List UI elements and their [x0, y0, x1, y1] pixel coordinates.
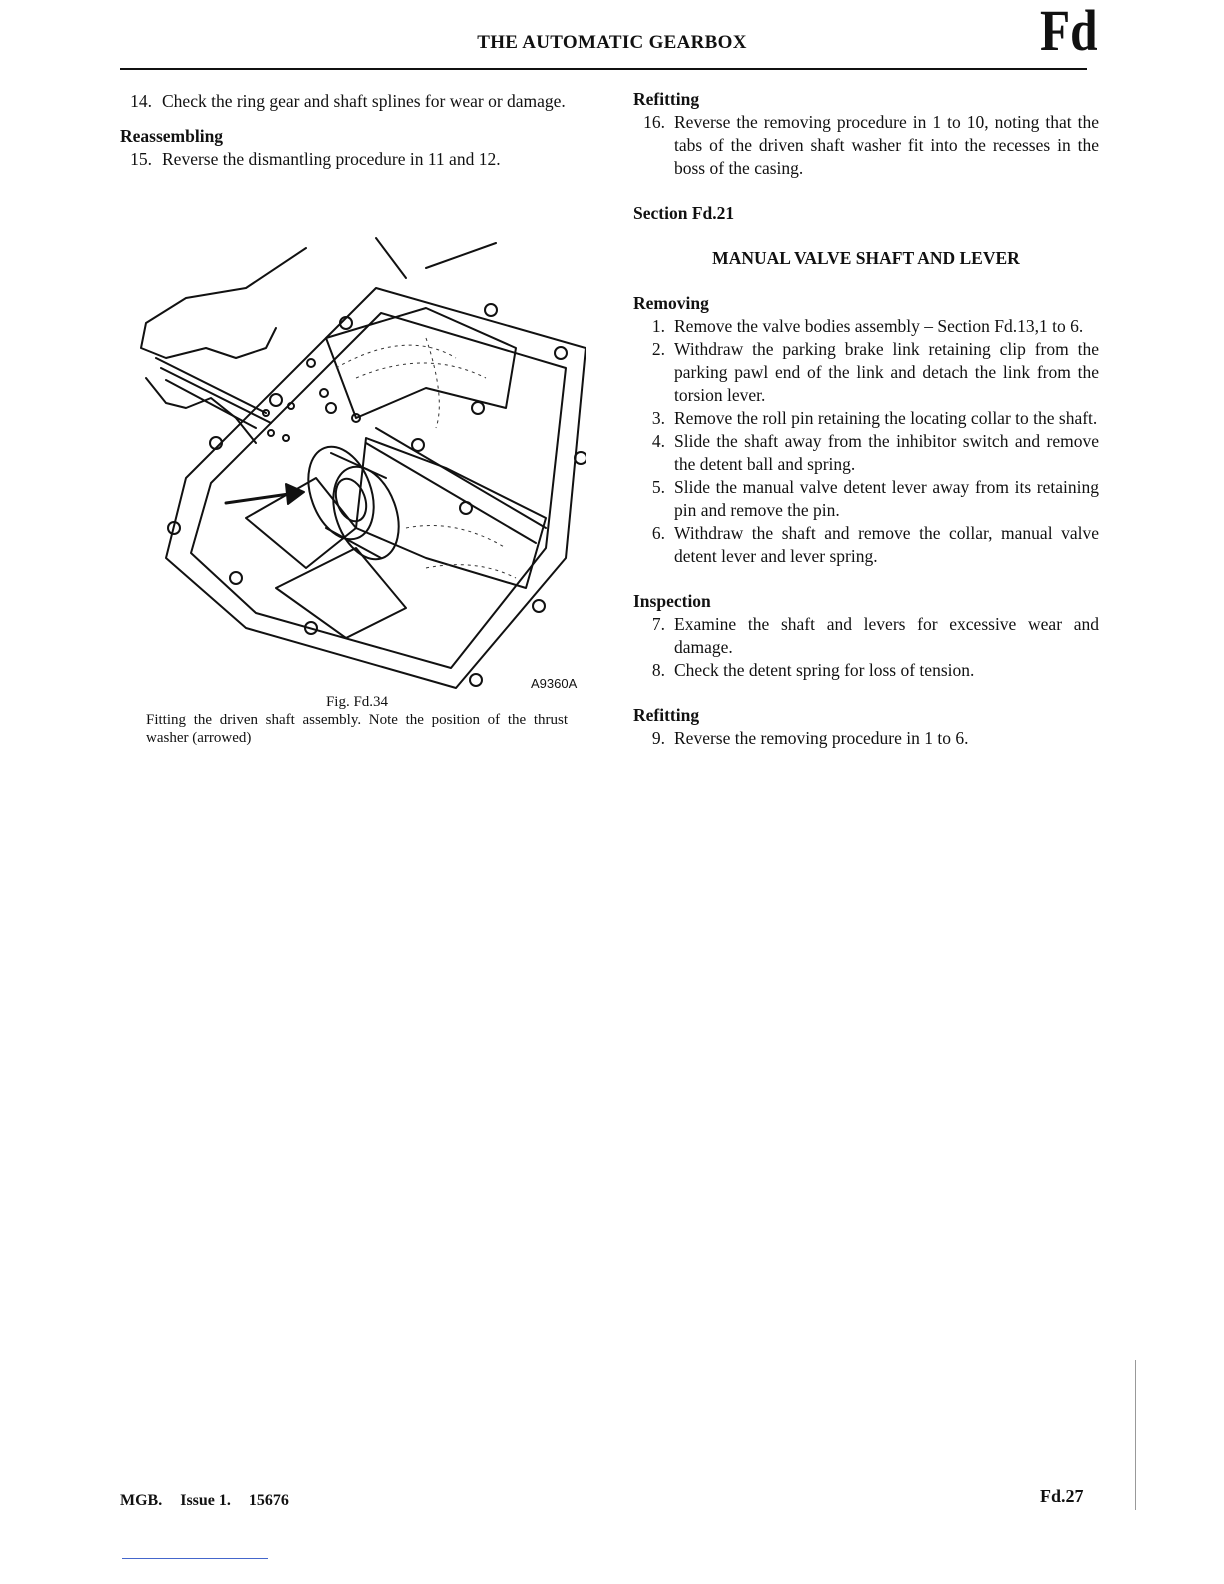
- item-number: 14.: [130, 91, 152, 111]
- list-item: [633, 522, 1099, 568]
- figure-label: Fig. Fd.34: [325, 694, 389, 710]
- item-number: 9.: [651, 728, 665, 748]
- item-number: 8.: [651, 660, 665, 680]
- section-code: Fd: [1040, 0, 1098, 63]
- gearbox-illustration: [126, 228, 586, 693]
- item-number: 16.: [643, 112, 665, 132]
- item-text: Check the detent spring for loss of tension.: [674, 660, 975, 680]
- item-number: 1.: [651, 316, 665, 336]
- page-number: Fd.27: [1040, 1486, 1084, 1506]
- item-text: Withdraw the shaft and remove the collar, manual valve detent lever and lever spring.: [674, 523, 1099, 566]
- left-column: [120, 90, 588, 171]
- item-number: 3.: [651, 408, 665, 428]
- margin-mark: [1135, 1360, 1136, 1510]
- item-number: 7.: [651, 614, 665, 634]
- footer-number: 15676: [248, 1492, 289, 1509]
- right-column: [633, 88, 1099, 750]
- list-item: [633, 476, 1099, 522]
- list-item: [120, 90, 588, 113]
- gearbox-line-drawing: [126, 228, 586, 693]
- footer-issue: Issue 1.: [180, 1492, 231, 1509]
- item-number: 15.: [130, 149, 152, 169]
- item-text: Slide the shaft away from the inhibitor switch and remove the detent ball and spring.: [674, 431, 1099, 474]
- item-text: Examine the shaft and levers for excessive wear and damage.: [674, 614, 1099, 657]
- list-item: [633, 430, 1099, 476]
- page-title: THE AUTOMATIC GEARBOX: [477, 32, 747, 53]
- list-item: [633, 315, 1099, 338]
- footer-model: MGB.: [120, 1492, 163, 1509]
- item-text: Withdraw the parking brake link retaining clip from the parking pawl end of the link and detach the link from the torsion lever.: [674, 339, 1099, 405]
- item-number: 2.: [651, 339, 665, 359]
- reassembling-heading: Reassembling: [120, 126, 224, 146]
- list-item: [120, 148, 588, 171]
- item-text: Remove the roll pin retaining the locating collar to the shaft.: [674, 408, 1098, 428]
- list-item: [633, 659, 1099, 682]
- inspection-heading: Inspection: [633, 591, 711, 611]
- refitting-heading-2: Refitting: [633, 705, 700, 725]
- section-label: Section Fd.21: [633, 203, 735, 223]
- list-item: [633, 111, 1099, 180]
- header-divider: [120, 68, 1087, 70]
- item-number: 4.: [651, 431, 665, 451]
- item-text: Remove the valve bodies assembly – Section Fd.13,1 to 6.: [674, 316, 1084, 336]
- item-text: Reverse the removing procedure in 1 to 6.: [674, 728, 969, 748]
- section-title: MANUAL VALVE SHAFT AND LEVER: [712, 248, 1020, 268]
- figure-caption: Fitting the driven shaft assembly. Note the position of the thrust washer (arrowed): [146, 712, 568, 746]
- link-underline: [122, 1558, 268, 1559]
- item-text: Reverse the dismantling procedure in 11 and 12.: [162, 149, 501, 169]
- item-text: Reverse the removing procedure in 1 to 10, noting that the tabs of the driven shaft washer fit into the recesses in the boss of the casing.: [674, 112, 1099, 178]
- list-item: [633, 407, 1099, 430]
- refitting-heading: Refitting: [633, 89, 700, 109]
- item-number: 6.: [651, 523, 665, 543]
- list-item: [633, 338, 1099, 407]
- item-text: Slide the manual valve detent lever away from its retaining pin and remove the pin.: [674, 477, 1099, 520]
- list-item: [633, 613, 1099, 659]
- list-item: [633, 727, 1099, 750]
- figure-reference-code: A9360A: [531, 676, 578, 691]
- footer-publication-info: [120, 1492, 303, 1510]
- item-number: 5.: [651, 477, 665, 497]
- item-text: Check the ring gear and shaft splines for wear or damage.: [162, 91, 566, 111]
- removing-heading: Removing: [633, 293, 709, 313]
